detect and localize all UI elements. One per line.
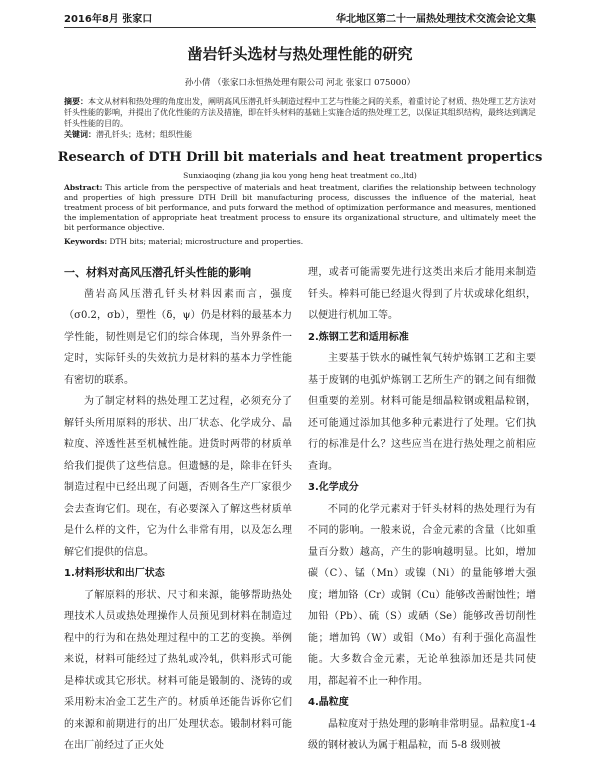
abstract-text-cn: 本文从材料和热处理的角度出发，阐明高风压潜孔钎头制造过程中工艺与性能之间的关系，着重讨论了材质、热处理工艺方法对钎头性能的影响，并提出了优化性能的方法及措施，即在钎头材料的基础上实施合适的热处理工艺，以保证其组织结构，最终达到满足钎头性能的目的。: [64, 97, 536, 128]
keywords-label-cn: 关键词：: [64, 129, 96, 139]
subsection-heading-3: 3.化学成分: [308, 482, 359, 493]
keywords-text-cn: 潜孔钎头；选材；组织性能: [96, 130, 192, 139]
paragraph: 主要基于铁水的碱性氧气转炉炼钢工艺和主要基于废钢的电弧炉炼钢工艺所生产的钢之间有细微但重要的差别。材料可能是细晶粒钢或粗晶粒钢，还可能通过添加其他多种元素进行了处理。它们执行的标准是什么？这些应当在进行热处理之前相应查询。: [308, 353, 536, 472]
keywords-text-en: DTH bits; material; microstructure and properties.: [109, 237, 304, 246]
paragraph: 了解原料的形状、尺寸和来源，能够帮助热处理技术人员或热处理操作人员预见到材料在制造过程中的行为和在热处理过程中的工艺的变换。举例来说，材料可能经过了热轧或冷轧，供料形式可能是棒状或其它形状。材料可能是锻制的、浇铸的或采用粉末冶金工艺生产的。材质单还能告诉你它们的来源和前期进行的出厂处理状态。锻制材料可能在出厂前经过了正火处: [64, 589, 292, 751]
section-heading-1: 一、材料对高风压潜孔钎头性能的影响: [64, 266, 251, 279]
abstract-label-en: Abstract:: [64, 183, 103, 192]
running-header: [64, 10, 536, 26]
title-chinese: 凿岩钎头选材与热处理性能的研究: [187, 45, 413, 63]
paragraph: 晶粒度对于热处理的影响非常明显。晶粒度1-4 级的钢材被认为属于粗晶粒，而 5-8 级则被: [308, 718, 536, 751]
paragraph: 为了制定材料的热处理工艺过程，必须充分了解钎头所用原料的形状、出厂状态、化学成分、晶粒度、淬透性甚至机械性能。进货时两带的材质单给我们提供了这些信息。但遗憾的是，除非在钎头制造过程中已经出现了问题，否则各生产厂家很少会去查询它们。现在，有必要深入了解这些材质单是什么样的文件，它为什么非常有用，以及怎么理解它们提供的信息。: [64, 396, 292, 558]
abstract-text-en: This article from the perspective of materials and heat treatment, clarifies the relationship between technology and properties of high pressure DTH Drill bit manufacturing process, discusses the influence of the material, heat treatment process of bit performance, and puts forward the method of optimization performance and measures, mentioned the implementation of appropriate heat treatment process to ensure its organizational structure, and ultimately meet the bit performance objective.: [64, 183, 536, 232]
author-chinese: 孙小倩 （张家口永恒热处理有限公司 河北 张家口 075000）: [184, 78, 416, 88]
paragraph: 理，或者可能需要先进行这类出来后才能用来制造钎头。棒料可能已经退火得到了片状或球化组织，以便进行机加工等。: [308, 267, 536, 321]
body-column-left: [64, 262, 292, 757]
keywords-english: [64, 237, 536, 247]
header-rule: [64, 27, 536, 28]
subsection-heading-2: 2.炼钢工艺和适用标准: [308, 331, 409, 343]
body-column-right: [308, 262, 536, 757]
abstract-label-cn: 摘要：: [64, 96, 88, 106]
subsection-heading-4: 4.晶粒度: [308, 697, 349, 708]
abstract-chinese: [64, 96, 536, 129]
paragraph: 凿岩高风压潜孔钎头材料因素而言，强度（σ0.2，σb），塑性（δ，ψ）仍是材料的最基本力学性能，韧性则是它们的综合体现，当外界条件一定时，实际钎头的失效抗力是材料的基本力学性能有密切的联系。: [64, 288, 292, 386]
keywords-chinese: [64, 129, 536, 140]
header-left: 2016年8月 张家口: [64, 14, 153, 25]
title-english: Research of DTH Drill bit materials and heat treatment propertics: [57, 150, 543, 165]
keywords-label-en: Keywords:: [64, 237, 108, 246]
author-english: Sunxiaoqing (zhang jia kou yong heng heat treatment co.,ltd): [183, 171, 417, 180]
header-right: 华北地区第二十一届热处理技术交流会论文集: [336, 14, 536, 25]
abstract-english: [64, 183, 536, 233]
subsection-heading-1: 1.材料形状和出厂状态: [64, 568, 165, 579]
paragraph: 不同的化学元素对于钎头材料的热处理行为有不同的影响。一般来说，合金元素的含量（比如重量百分数）越高，产生的影响越明显。比如，增加碳（C）、锰（Mn）或镍（Ni）的量能够增大强度；增加铬（Cr）或铜（Cu）能够改善耐蚀性；增加铅（Pb）、硫（S）或硒（Se）能够改善切削性能；增加钨（W）或钼（Mo）有利于强化高温性能。大多数合金元素，无论单独添加还是共同使用，都起着不止一种作用。: [308, 503, 536, 687]
